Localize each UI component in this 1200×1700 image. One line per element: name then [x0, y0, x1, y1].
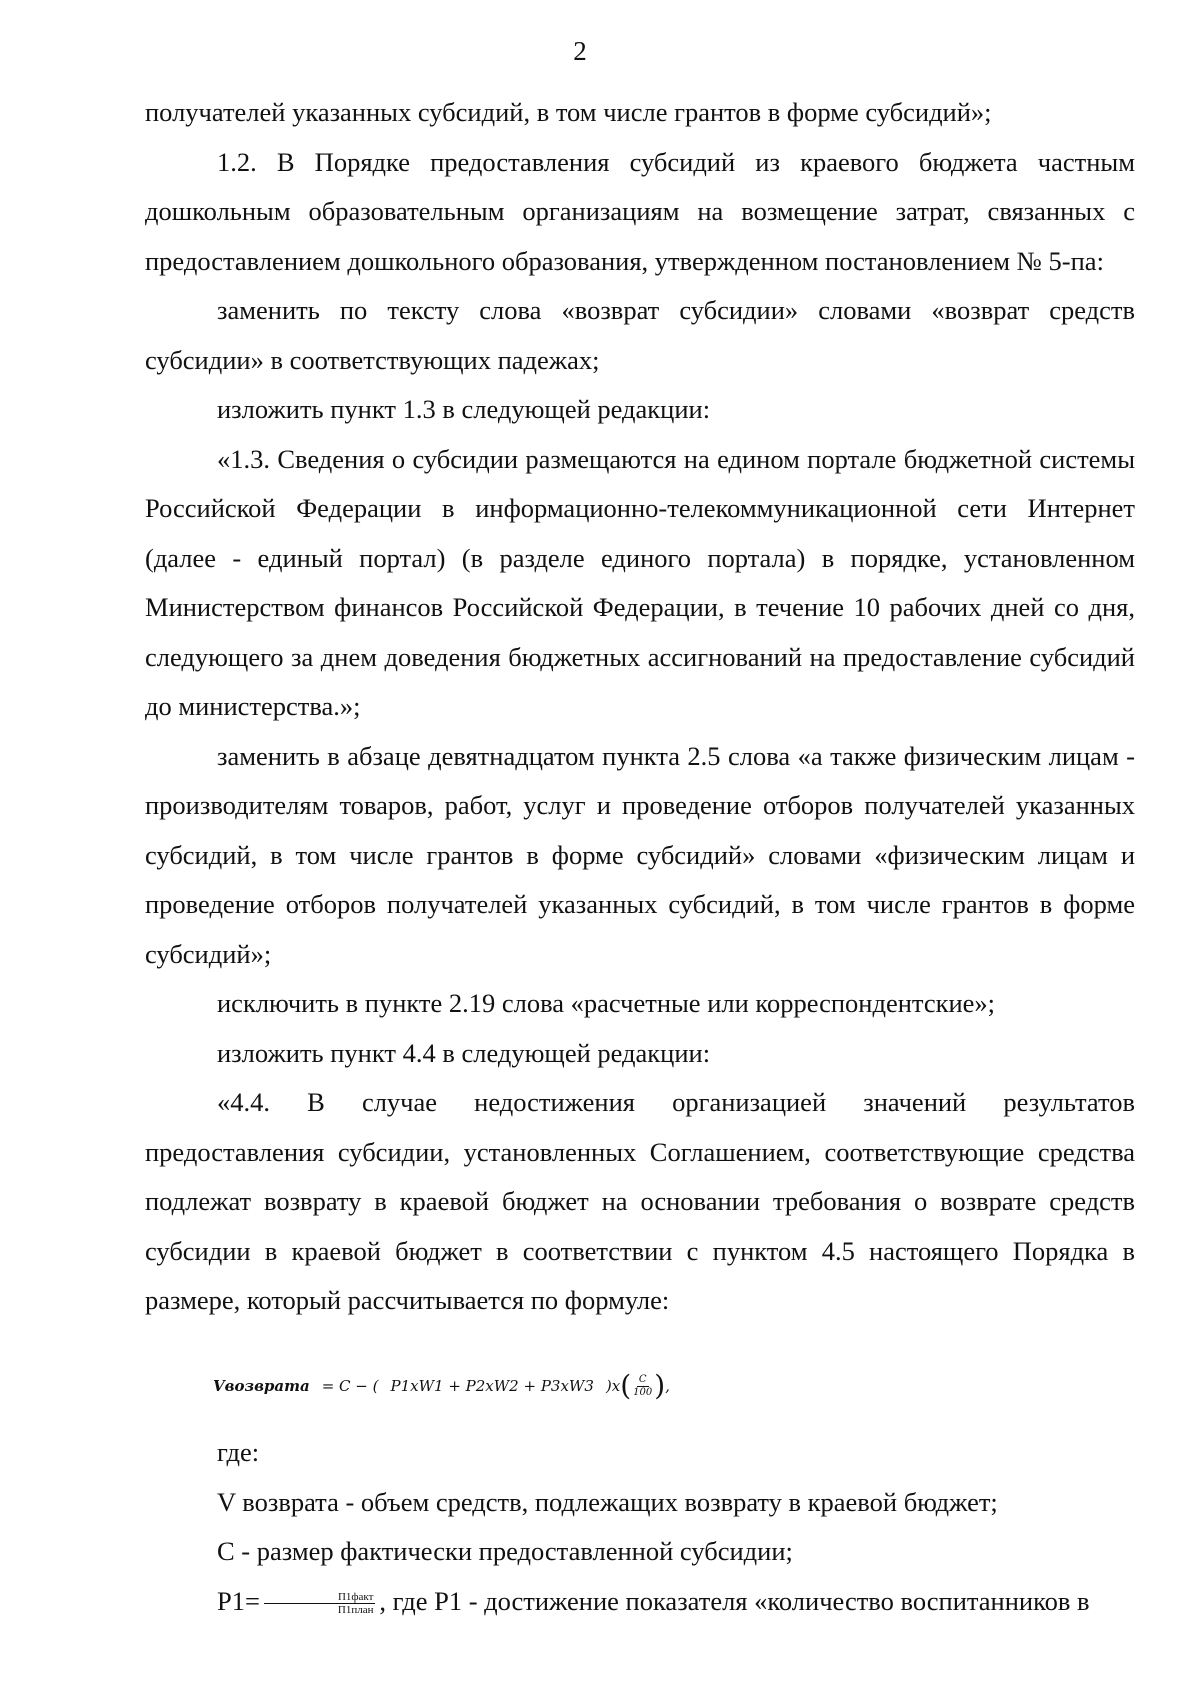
formula-fraction: $\frac{C}{100}$: [633, 1373, 653, 1398]
formula-lhs: Vвозврата: [213, 1377, 310, 1395]
paragraph: «4.4. В случае недостижения организацией значений результатов предоставления субсидии, установленных Соглашением, соответствующие средства подлежат возврату в краевой бюджет на основании требования о возврате средств субсидии в краевой бюджет в соответствии с пунктом 4.5 настоящего Порядка в размере, который рассчитывается по формуле:: [145, 1087, 1135, 1315]
paragraph: заменить по тексту слова «возврат субсидии» словами «возврат средств субсидии» в соответствующих падежах;: [145, 295, 1135, 375]
document-body: [145, 88, 1135, 1326]
formula-terms: P1xW1 + P2xW2 + P3xW3: [390, 1377, 594, 1395]
formula: Vвозврата = C − ( P1xW1 + P2xW2 + P3xW3 )x ( $\frac{C}{100}$ ) ,: [213, 1369, 670, 1402]
formula-close: )x: [605, 1377, 621, 1395]
formula-eq: = C − (: [321, 1377, 379, 1395]
formula-legend: [145, 1428, 1135, 1626]
legend-line: V возврата - объем средств, подлежащих возврату в краевой бюджет;: [217, 1486, 998, 1517]
formula-trail: ,: [665, 1377, 670, 1395]
paragraph: исключить в пункте 2.19 слова «расчетные или корреспондентские»;: [217, 988, 996, 1018]
paragraph: получателей указанных субсидий, в том числе грантов в форме субсидий»;: [145, 97, 992, 127]
paragraph: 1.2. В Порядке предоставления субсидий из краевого бюджета частным дошкольным образовательным организациям на возмещение затрат, связанных с предоставлением дошкольного образования, утвержденном постановлением № 5-па:: [145, 146, 1135, 276]
legend-line: где:: [217, 1437, 260, 1467]
p1-fraction: $\frac{\text{П1факт}}{\text{П1план}}$: [264, 1591, 375, 1616]
paragraph: заменить в абзаце девятнадцатом пункта 2.5 слова «а также физическим лицам - производителям товаров, работ, услуг и проведение отборов получателей указанных субсидий, в том числе грантов в форме субсидий» словами «физическим лицам и проведение отборов получателей указанных субсидий, в том числе грантов в форме субсидий»;: [145, 740, 1135, 969]
legend-line: C - размер фактически предоставленной субсидии;: [217, 1536, 793, 1566]
paragraph: изложить пункт 4.4 в следующей редакции:: [217, 1037, 711, 1068]
page-number: 2: [573, 36, 587, 66]
paragraph: изложить пункт 1.3 в следующей редакции:: [217, 394, 711, 424]
legend-line: P1= $\frac{\text{П1факт}}{\text{П1план}}$ , где P1 - достижение показателя «количество воспитанников в: [217, 1585, 1090, 1616]
paragraph: «1.3. Сведения о субсидии размещаются на едином портале бюджетной системы Российской Федерации в информационно-телекоммуникационной сети Интернет (далее - единый портал) (в разделе единого портала) в порядке, установленном Министерством финансов Российской Федерации, в течение 10 рабочих дней со дня, следующего за днем доведения бюджетных ассигнований на предоставление субсидий до министерства.»;: [145, 443, 1135, 721]
